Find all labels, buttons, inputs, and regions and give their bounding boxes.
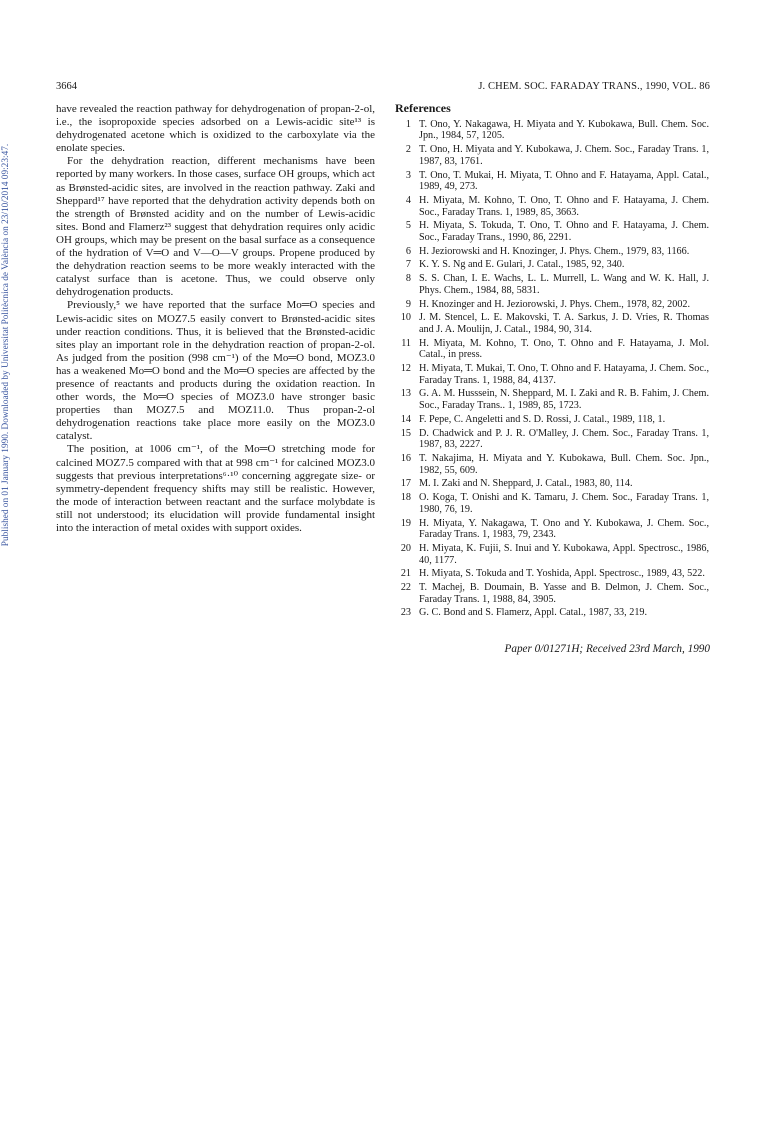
- reference-item: [395, 144, 709, 167]
- page-number: 3664: [56, 81, 77, 92]
- reference-text: K. Y. S. Ng and E. Gulari, J. Catal., 1985, 92, 340.: [419, 259, 625, 271]
- body-paragraph: For the dehydration reaction, different mechanisms have been reported by many workers. In those cases, surface OH groups, which act as Brønsted-acidic sites, are involved in the reaction pathway. Zaki and Sheppard¹⁷ have reported that the dehydration activity depends both on the strength of Brønsted acidity and on the number of Lewis-acidic sites. Bond and Flamerz²³ suggest that dehydration requires only acidic OH groups, which may be present on the basal surface as a consequence of the hydration of V═O and V—O—V groups. Propene produced by the dehydration reaction seems to be more weakly interacted with the catalyst surface than is acetone. Thus, we could observe only dehydrogenation products.: [56, 155, 375, 299]
- reference-item: [395, 492, 709, 515]
- reference-number: 23: [400, 607, 411, 619]
- reference-item: [395, 299, 709, 311]
- reference-item: [395, 195, 709, 218]
- reference-text: H. Miyata, S. Tokuda, T. Ono, T. Ohno and F. Hatayama, J. Chem. Soc., Faraday Trans., 1990, 86, 2291.: [419, 220, 709, 244]
- reference-item: [395, 273, 709, 296]
- reference-number: 8: [405, 273, 411, 285]
- reference-number: 14: [400, 413, 411, 425]
- reference-item: [395, 607, 709, 619]
- reference-number: 11: [401, 337, 411, 349]
- reference-text: H. Knozinger and H. Jeziorowski, J. Phys. Chem., 1978, 82, 2002.: [419, 298, 691, 310]
- body-paragraph: Previously,⁵ we have reported that the surface Mo═O species and Lewis-acidic sites on MOZ7.5 easily convert to Brønsted-acidic sites under reaction conditions. Thus, it is believed that the Brønsted-acidic sites play an important role in the dehydration reaction of propan-2-ol. As judged from the position (998 cm⁻¹) of the Mo═O bond, MOZ3.0 has a weakened Mo═O bond and the Mo═O species are affected by the presence of reactants and products during the oxidation reaction. In other words, the Mo═O species of MOZ3.0 have stronger basic properties than MOZ7.5 and MOZ11.0. Thus propan-2-ol dehydrogenation reactions take place more easily on the MOZ3.0 catalyst.: [56, 299, 375, 443]
- reference-text: H. Jeziorowski and H. Knozinger, J. Phys. Chem., 1979, 83, 1166.: [419, 245, 690, 257]
- paper-received-note: Paper 0/01271H; Received 23rd March, 1990: [504, 643, 710, 655]
- journal-running-head: J. CHEM. SOC. FARADAY TRANS., 1990, VOL. 86: [478, 81, 710, 92]
- reference-number: 4: [405, 194, 411, 206]
- download-watermark-text: Published on 01 January 1990. Downloaded by Universitat Politècnica de València on 23/10/2014 09:23:47.: [1, 143, 11, 547]
- reference-item: [395, 428, 709, 451]
- reference-text: T. Ono, T. Mukai, H. Miyata, T. Ohno and F. Hatayama, Appl. Catal., 1989, 49, 273.: [419, 169, 709, 193]
- reference-item: [395, 414, 709, 426]
- reference-text: G. C. Bond and S. Flamerz, Appl. Catal., 1987, 33, 219.: [419, 607, 648, 619]
- reference-text: T. Nakajima, H. Miyata and Y. Kubokawa, Bull. Chem. Soc. Jpn., 1982, 55, 609.: [419, 452, 709, 476]
- reference-number: 19: [400, 517, 411, 529]
- body-text-column: [56, 103, 375, 535]
- reference-item: [395, 170, 709, 193]
- reference-item: [395, 338, 709, 361]
- reference-number: 22: [400, 582, 411, 594]
- reference-text: T. Ono, H. Miyata and Y. Kubokawa, J. Chem. Soc., Faraday Trans. 1, 1987, 83, 1761.: [419, 144, 709, 167]
- reference-number: 18: [400, 492, 411, 504]
- reference-number: 10: [400, 312, 411, 324]
- reference-item: [395, 478, 709, 490]
- reference-text: H. Miyata, Y. Nakagawa, T. Ono and Y. Kubokawa, J. Chem. Soc., Faraday Trans. 1, 1983, 79, 2343.: [419, 517, 709, 541]
- reference-text: G. A. M. Husssein, N. Sheppard, M. I. Zaki and R. B. Fahim, J. Chem. Soc., Faraday Trans.. 1, 1989, 85, 1723.: [419, 388, 709, 412]
- reference-number: 1: [405, 118, 411, 130]
- reference-number: 7: [405, 259, 411, 271]
- reference-item: [395, 568, 709, 580]
- reference-text: S. S. Chan, I. E. Wachs, L. L. Murrell, L. Wang and W. K. Hall, J. Phys. Chem., 1984, 88, 5831.: [419, 273, 709, 296]
- reference-number: 2: [405, 144, 411, 156]
- reference-text: J. M. Stencel, L. E. Makovski, T. A. Sarkus, J. D. Vries, R. Thomas and J. A. Moulijn, J. Catal., 1984, 90, 314.: [419, 312, 709, 335]
- reference-item: [395, 363, 709, 386]
- reference-text: M. I. Zaki and N. Sheppard, J. Catal., 1983, 80, 114.: [419, 478, 633, 490]
- body-paragraph: The position, at 1006 cm⁻¹, of the Mo═O stretching mode for calcined MOZ7.5 compared with that at 998 cm⁻¹ for calcined MOZ3.0 suggests that previous interpretations⁶·¹⁰ concerning aggregate size- or symmetry-dependent frequency shifts may still be realistic. However, the mode of interaction between reactant and the surface molybdate is still not understood; its elucidation will provide fundamental insight into the interaction of metal oxides with support oxides.: [56, 443, 375, 534]
- reference-number: 5: [405, 220, 411, 232]
- reference-item: [395, 518, 709, 541]
- reference-text: H. Miyata, M. Kohno, T. Ono, T. Ohno and F. Hatayama, J. Mol. Catal., in press.: [419, 337, 709, 361]
- reference-text: T. Ono, Y. Nakagawa, H. Miyata and Y. Kubokawa, Bull. Chem. Soc. Jpn., 1984, 57, 1205.: [419, 118, 709, 142]
- reference-number: 20: [400, 542, 411, 554]
- reference-text: H. Miyata, T. Mukai, T. Ono, T. Ohno and F. Hatayama, J. Chem. Soc., Faraday Trans. 1, 1988, 84, 4137.: [419, 363, 709, 386]
- reference-number: 13: [400, 388, 411, 400]
- reference-text: O. Koga, T. Onishi and K. Tamaru, J. Chem. Soc., Faraday Trans. 1, 1980, 76, 19.: [419, 492, 709, 515]
- reference-number: 16: [400, 452, 411, 464]
- reference-item: [395, 582, 709, 605]
- references-heading: References: [395, 101, 451, 115]
- reference-text: H. Miyata, K. Fujii, S. Inui and Y. Kubokawa, Appl. Spectrosc., 1986, 40, 1177.: [419, 542, 709, 566]
- reference-item: [395, 119, 709, 142]
- reference-list: [395, 119, 709, 619]
- reference-item: [395, 312, 709, 335]
- reference-number: 6: [405, 245, 411, 257]
- reference-item: [395, 259, 709, 271]
- reference-number: 21: [400, 568, 411, 580]
- reference-text: H. Miyata, S. Tokuda and T. Yoshida, Appl. Spectrosc., 1989, 43, 522.: [419, 568, 705, 580]
- reference-item: [395, 220, 709, 243]
- reference-number: 9: [405, 298, 411, 310]
- reference-text: H. Miyata, M. Kohno, T. Ono, T. Ohno and F. Hatayama, J. Chem. Soc., Faraday Trans. 1, 1989, 85, 3663.: [419, 194, 709, 218]
- reference-item: [395, 246, 709, 258]
- body-paragraph: have revealed the reaction pathway for dehydrogenation of propan-2-ol, i.e., the isopropoxide species adsorbed on a Lewis-acidic site¹³ is dehydrogenated acetone which is oxidized to the carboxylate via the enolate species.: [56, 103, 375, 155]
- reference-item: [395, 388, 709, 411]
- download-watermark: [0, 75, 15, 615]
- reference-item: [395, 543, 709, 566]
- reference-number: 15: [400, 427, 411, 439]
- reference-item: [395, 453, 709, 476]
- reference-text: T. Machej, B. Doumain, B. Yasse and B. Delmon, J. Chem. Soc., Faraday Trans. 1, 1988, 84, 3905.: [419, 582, 709, 605]
- reference-number: 3: [405, 169, 411, 181]
- reference-number: 12: [400, 363, 411, 375]
- reference-text: D. Chadwick and P. J. R. O'Malley, J. Chem. Soc., Faraday Trans. 1, 1987, 83, 2227.: [419, 427, 709, 451]
- reference-text: F. Pepe, C. Angeletti and S. D. Rossi, J. Catal., 1989, 118, 1.: [419, 413, 666, 425]
- reference-number: 17: [400, 478, 411, 490]
- references-column: [395, 103, 709, 621]
